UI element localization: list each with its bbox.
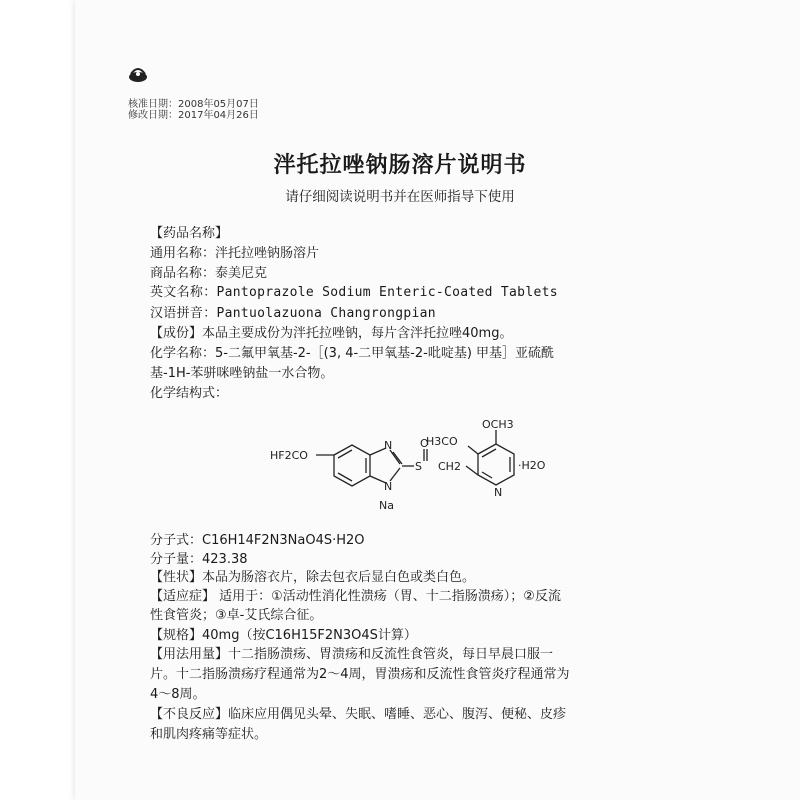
english-name: 英文名称：Pantoprazole Sodium Enteric-Coated Tablets [150,285,558,300]
chemical-name-line-2: 基-1H-苯骈咪唑钠盐一水合物。 [150,366,334,381]
appearance: 【性状】本品为肠溶衣片，除去包衣后显白色或类白色。 [150,570,476,585]
molecular-weight: 分子量：423.38 [150,552,248,567]
composition: 【成份】本品主要成份为泮托拉唑钠，每片含泮托拉唑40mg。 [150,326,513,341]
approval-date: 核准日期：2008年05月07日 [128,99,259,110]
indications-line-2: 性食管炎；③卓-艾氏综合征。 [150,608,323,623]
specification: 【规格】40mg（按C16H15F2N3O4S计算） [150,628,417,643]
ochf2-label: HF2CO [270,449,308,462]
sodium-label: Na [379,499,394,512]
molecular-formula: 分子式：C16H14F2N3NaO4S·H2O [150,533,365,548]
imidazole-n-label: N [384,439,393,452]
h3co-left-label: H3CO [426,435,458,448]
drug-name-heading: 【药品名称】 [150,226,229,241]
chemical-structure-diagram [268,418,598,523]
dosage-line-3: 4～8周。 [150,687,206,702]
ch2-label: CH2 [438,460,461,473]
manufacturer-logo-icon [128,66,148,84]
och3-top-label: OCH3 [482,418,514,431]
hydrate-label: ·H2O [518,459,546,472]
imidazole-nna-label: N [384,480,393,493]
chemical-name-line-1: 化学名称：5-二氟甲氧基-2-［(3, 4-二甲氧基-2-吡啶基) 甲基］亚硫酰 [150,346,555,361]
structure-label: 化学结构式： [150,386,229,401]
document-subtitle: 请仔细阅读说明书并在医师指导下使用 [285,189,515,205]
revision-date: 修改日期：2017年04月26日 [128,110,259,121]
trade-name: 商品名称：泰美尼克 [150,266,268,281]
adverse-reactions-line-1: 【不良反应】临床应用偶见头晕、失眠、嗜睡、恶心、腹泻、便秘、皮疹 [150,707,567,722]
dosage-line-1: 【用法用量】十二指肠溃疡、胃溃疡和反流性食管炎，每日早晨口服一 [150,647,554,662]
generic-name: 通用名称：泮托拉唑钠肠溶片 [150,246,320,261]
oxygen-label: O [420,437,429,450]
pyridine-n-label: N [494,486,503,499]
adverse-reactions-line-2: 和肌肉疼痛等症状。 [150,727,268,742]
document-title: 泮托拉唑钠肠溶片说明书 [273,153,527,178]
sulfur-label: S [415,460,422,473]
pinyin-name: 汉语拼音：Pantuolazuona Changrongpian [150,306,436,321]
dosage-line-2: 片。十二指肠溃疡疗程通常为2～4周，胃溃疡和反流性食管炎疗程通常为 [150,667,570,682]
indications-line-1: 【适应症】 适用于：①活动性消化性溃疡（胃、十二指肠溃疡）；②反流 [150,589,561,604]
